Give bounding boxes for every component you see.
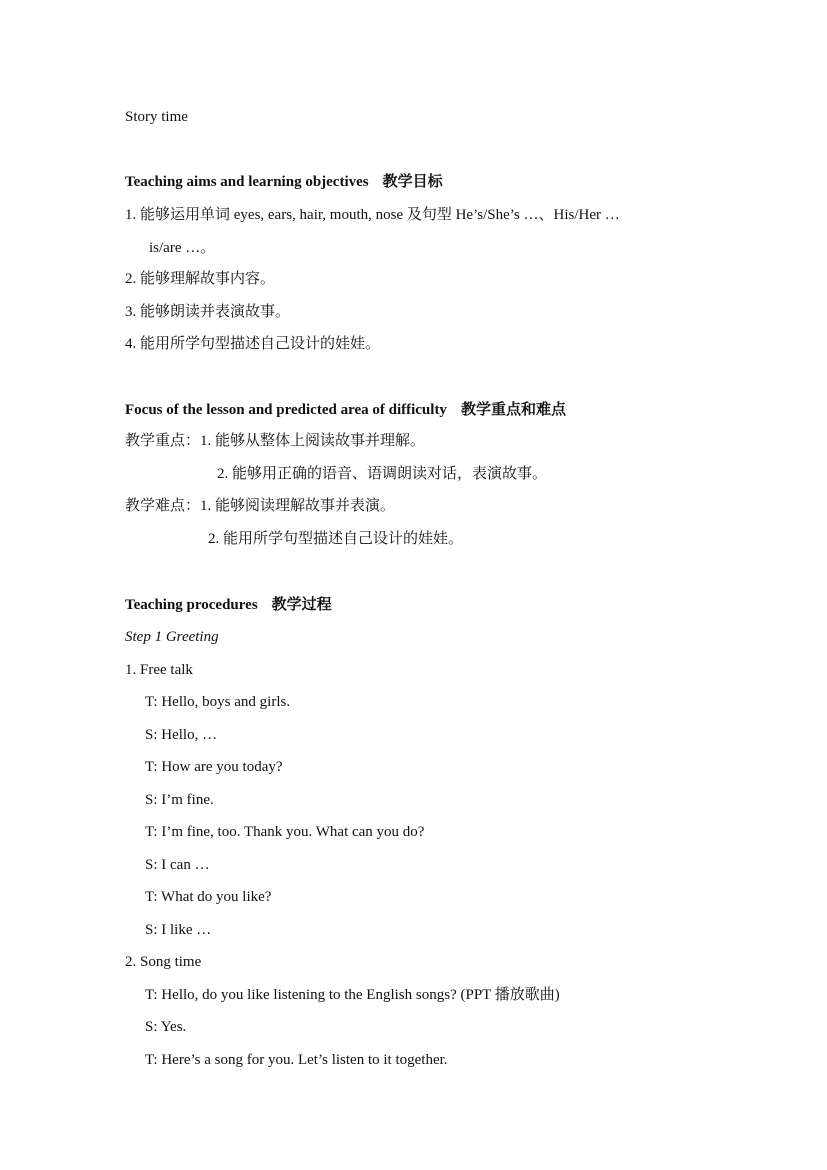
dialogue-line: T: Here’s a song for you. Let’s listen to it together.	[145, 1052, 448, 1068]
dialogue-line: T: I’m fine, too. Thank you. What can you do?	[145, 824, 425, 840]
focus-heading-en: Focus of the lesson and predicted area of difficulty	[125, 402, 447, 418]
step-title: Step 1 Greeting	[125, 629, 219, 645]
dialogue-line: S: Hello, …	[145, 727, 218, 743]
aims-item: 1. 能够运用单词 eyes, ears, hair, mouth, nose 及句型 He’s/She’s …、His/Her …	[125, 207, 620, 223]
aims-heading-cn: 教学目标	[382, 172, 443, 190]
aims-item-continued: is/are …。	[149, 240, 216, 256]
dialogue-line: S: I can …	[145, 857, 210, 873]
document-title: Story time	[125, 109, 188, 125]
difficult-point-item: 2. 能用所学句型描述自己设计的娃娃。	[208, 531, 464, 547]
aims-item: 3. 能够朗读并表演故事。	[125, 304, 291, 320]
difficult-point-row	[125, 497, 395, 515]
aims-heading-en: Teaching aims and learning objectives	[125, 174, 369, 190]
aims-heading	[125, 172, 443, 191]
dialogue-line: T: How are you today?	[145, 759, 283, 775]
section-title-song-time: 2. Song time	[125, 954, 202, 970]
procedures-heading-cn: 教学过程	[271, 595, 332, 613]
dialogue-line: S: I like …	[145, 922, 212, 938]
key-point-row	[125, 432, 425, 450]
key-point-item: 2. 能够用正确的语音、语调朗读对话，表演故事。	[217, 466, 548, 482]
aims-item: 4. 能用所学句型描述自己设计的娃娃。	[125, 336, 381, 352]
focus-heading-cn: 教学重点和难点	[460, 400, 566, 418]
procedures-heading-en: Teaching procedures	[125, 597, 258, 613]
dialogue-line: T: What do you like?	[145, 889, 272, 905]
key-point-item: 1. 能够从整体上阅读故事并理解。	[200, 433, 426, 449]
dialogue-line: T: Hello, boys and girls.	[145, 694, 291, 710]
difficult-point-label: 教学难点：	[125, 498, 201, 514]
dialogue-line: S: Yes.	[145, 1019, 187, 1035]
section-title-free-talk: 1. Free talk	[125, 662, 193, 678]
procedures-heading	[125, 595, 332, 614]
aims-item: 2. 能够理解故事内容。	[125, 271, 276, 287]
dialogue-line: T: Hello, do you like listening to the English songs? (PPT 播放歌曲)	[145, 987, 560, 1003]
difficult-point-item: 1. 能够阅读理解故事并表演。	[200, 498, 396, 514]
key-point-label: 教学重点：	[125, 433, 201, 449]
dialogue-line: S: I’m fine.	[145, 792, 214, 808]
focus-heading	[125, 400, 566, 419]
